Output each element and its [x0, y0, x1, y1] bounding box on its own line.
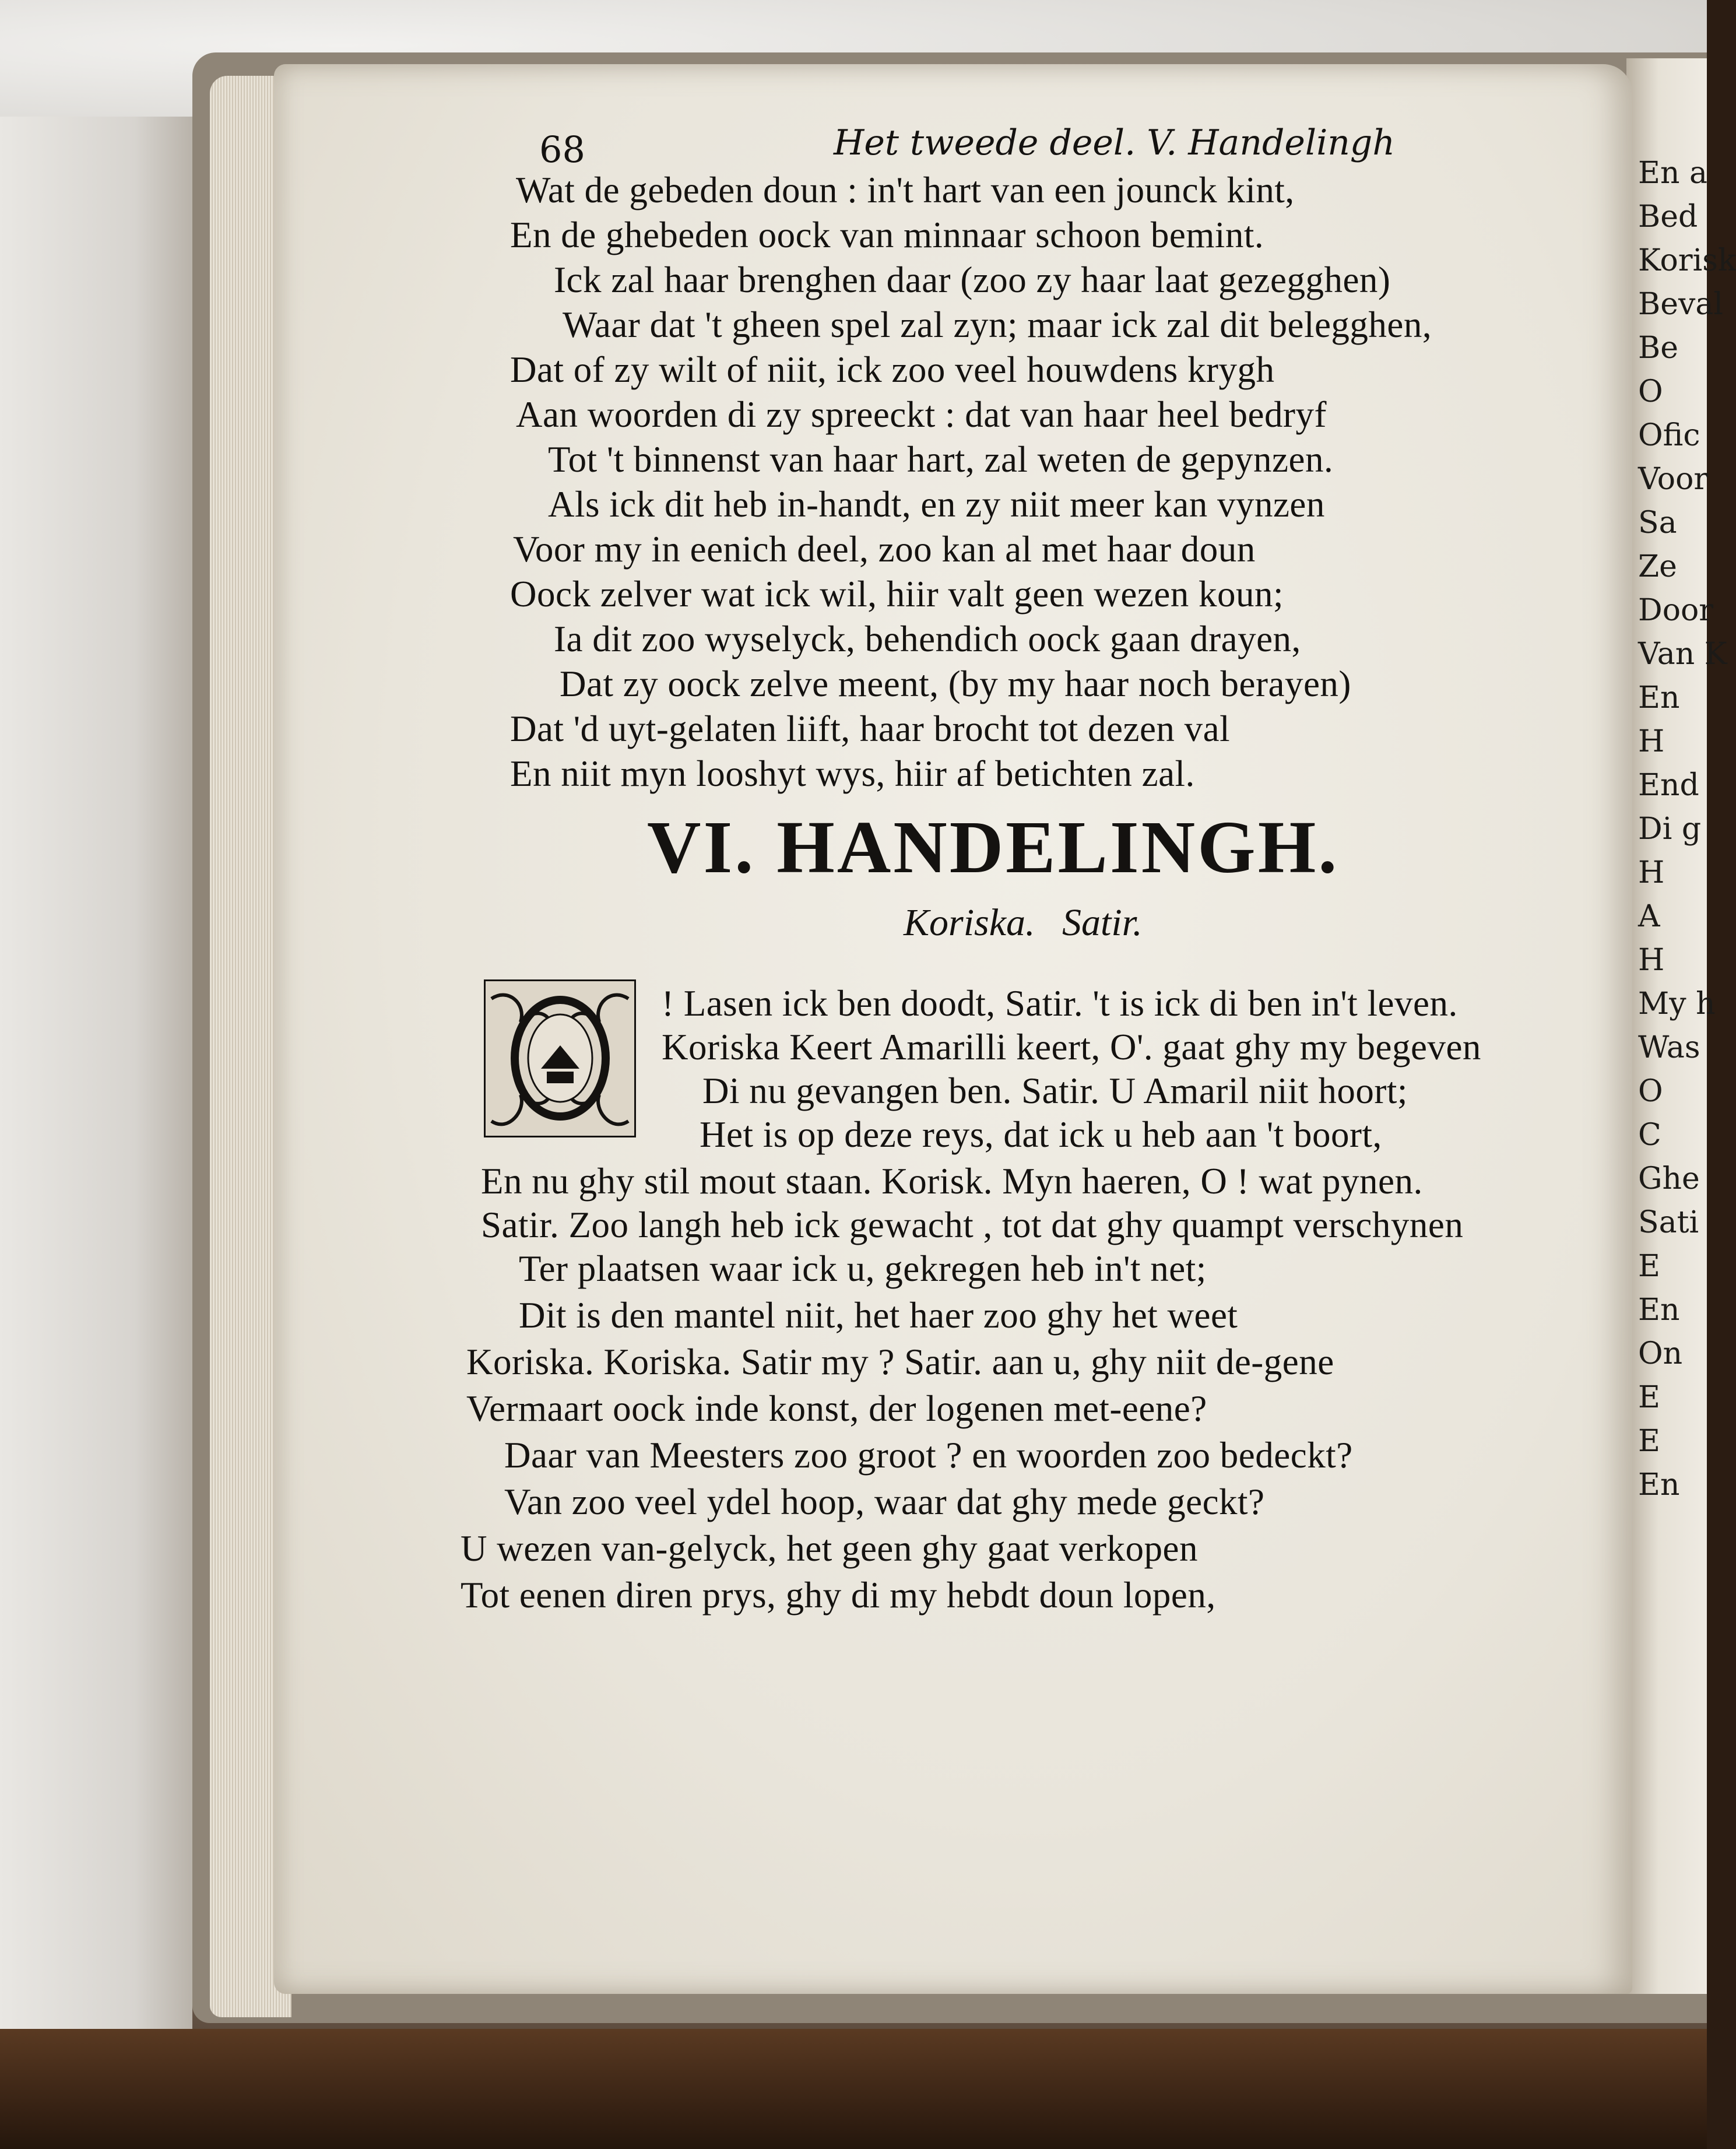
verse-line: Koriska. Koriska. Satir my ? Satir. aan u, ghy niit de-gene — [466, 1342, 1334, 1382]
page-number: 68 — [539, 128, 585, 171]
facing-page-fragment: Ofic — [1638, 418, 1700, 453]
verse-line: En nu ghy stil mout staan. Korisk. Myn haeren, O ! wat pynen. — [481, 1161, 1423, 1202]
facing-page-fragment: Di g — [1638, 812, 1702, 847]
facing-page-fragment: Voor — [1638, 462, 1709, 497]
facing-page-fragment: H — [1638, 724, 1665, 759]
verse-line: Dit is den mantel niit, het haer zoo ghy het weet — [519, 1295, 1238, 1336]
verse-line: ! Lasen ick ben doodt, Satir. 't is ick di ben in't leven. — [662, 983, 1458, 1024]
verse-line: Waar dat 't gheen spel zal zyn; maar ick zal dit belegghen, — [563, 304, 1432, 345]
facing-page-text — [1638, 152, 1736, 1507]
verse-line: Daar van Meesters zoo groot ? en woorden zoo bedeckt? — [504, 1435, 1353, 1476]
background-cloth-left — [0, 117, 192, 2041]
verse-line: Wat de gebeden doun : in't hart van een jounck kint, — [516, 170, 1295, 210]
verse-line: Aan woorden di zy spreeckt : dat van haar heel bedryf — [516, 394, 1327, 435]
facing-page-fragment: E — [1638, 1249, 1660, 1284]
verse-line: Satir. Zoo langh heb ick gewacht , tot dat ghy quampt verschynen — [481, 1205, 1464, 1245]
verse-line: Ia dit zoo wyselyck, behendich oock gaan drayen, — [554, 619, 1301, 659]
facing-page-fragment: On — [1638, 1336, 1683, 1371]
verse-line: Het is op deze reys, dat ick u heb aan 't boort, — [700, 1114, 1382, 1155]
verse-line: En niit myn looshyt wys, hiir af betichten zal. — [510, 753, 1195, 794]
facing-page-fragment: En — [1638, 1293, 1680, 1328]
verse-line: Koriska Keert Amarilli keert, O'. gaat ghy my begeven — [662, 1027, 1481, 1068]
verse-line: Tot eenen diren prys, ghy di my hebdt doun lopen, — [461, 1575, 1216, 1616]
verse-line: Tot 't binnenst van haar hart, zal weten de gepynzen. — [548, 439, 1334, 480]
verse-line: Oock zelver wat ick wil, hiir valt geen wezen koun; — [510, 574, 1284, 614]
wooden-table — [0, 2029, 1707, 2149]
facing-page-fragment: Korisk — [1638, 243, 1736, 278]
facing-page-fragment: O — [1638, 374, 1663, 409]
facing-page-fragment: E — [1638, 1380, 1660, 1415]
facing-page-fragment: My h — [1638, 986, 1716, 1021]
decorated-initial-icon — [486, 981, 634, 1136]
verse-line: Van zoo veel ydel hoop, waar dat ghy mede geckt? — [504, 1481, 1265, 1522]
facing-page-fragment: A — [1638, 899, 1660, 934]
verse-line: Dat zy oock zelve meent, (by my haar noch berayen) — [560, 663, 1351, 704]
facing-page-fragment: Door — [1638, 593, 1714, 628]
running-head: Het tweede deel. V. Handelingh — [834, 122, 1395, 163]
facing-page-fragment: Ze — [1638, 549, 1677, 584]
facing-page-fragment: E — [1638, 1424, 1660, 1459]
facing-page-fragment: Was — [1638, 1030, 1700, 1065]
verse-line: Voor my in eenich deel, zoo kan al met haar doun — [513, 529, 1256, 570]
facing-page-fragment: Van K — [1638, 637, 1727, 672]
page-text — [274, 64, 1632, 1994]
facing-page-fragment: O — [1638, 1074, 1663, 1109]
verse-line: En de ghebeden oock van minnaar schoon bemint. — [510, 215, 1264, 255]
facing-page-fragment: En — [1638, 1467, 1680, 1502]
facing-page-fragment: Ghe — [1638, 1161, 1700, 1196]
act-heading: VI. HANDELINGH. — [647, 806, 1340, 889]
facing-page-fragment: En a — [1638, 156, 1707, 191]
verse-line: Vermaart oock inde konst, der logenen met-eene? — [466, 1388, 1207, 1429]
verse-line: Ick zal haar brenghen daar (zoo zy haar laat gezegghen) — [554, 259, 1391, 300]
facing-page-fragment: Bed — [1638, 199, 1698, 234]
verse-line: Als ick dit heb in-handt, en zy niit meer kan vynzen — [548, 484, 1325, 525]
facing-page-fragment: En — [1638, 680, 1680, 715]
verse-line: Ter plaatsen waar ick u, gekregen heb in't net; — [519, 1248, 1207, 1289]
facing-page-fragment: Sati — [1638, 1205, 1699, 1240]
verse-line: Di nu gevangen ben. Satir. U Amaril niit hoort; — [702, 1070, 1408, 1111]
verse-line: U wezen van-gelyck, het geen ghy gaat verkopen — [461, 1528, 1198, 1569]
facing-page-fragment: C — [1638, 1118, 1661, 1153]
book-page — [274, 64, 1632, 1994]
verse-line: Dat 'd uyt-gelaten liift, haar brocht tot dezen val — [510, 708, 1231, 749]
facing-page-fragment: Be — [1638, 331, 1678, 366]
facing-page-fragment: End — [1638, 768, 1699, 803]
verse-line: Dat of zy wilt of niit, ick zoo veel houwdens krygh — [510, 349, 1275, 390]
facing-page-fragment: H — [1638, 943, 1665, 978]
facing-page-fragment: H — [1638, 855, 1665, 890]
speakers-heading: Koriska. Satir. — [904, 901, 1143, 944]
decorated-initial — [484, 979, 636, 1137]
facing-page-fragment: Sa — [1638, 505, 1677, 540]
facing-page-fragment: Beval — [1638, 287, 1723, 322]
